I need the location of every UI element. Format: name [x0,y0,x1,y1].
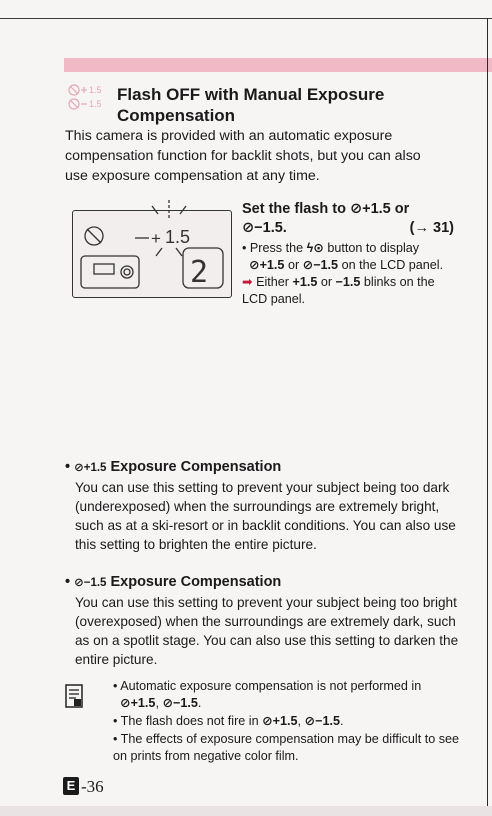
lcd-illustration [72,198,234,302]
page-reference: (→ 31) [409,220,454,236]
result-arrow-icon: ➡ [242,275,253,289]
intro-paragraph: This camera is provided with an automatic exposure compensation function for backlit shots, but you can also use exposure compensation at any time. [65,128,421,184]
note-item: • The effects of exposure compensation may be difficult to see on prints from negative color film. [113,732,460,763]
note-item: • Automatic exposure compensation is not performed in ⊘+1.5, ⊘−1.5. [113,679,422,710]
flash-button-icon: ϟ⊙ [306,241,324,255]
flash-off-compensation-icon [68,84,114,112]
flash-off-icon: ⊘ [249,258,260,272]
flash-off-icon: ⊘ [162,696,173,710]
flash-off-icon: ⊘ [262,714,273,728]
svg-text:1.5: 1.5 [89,85,102,95]
note-item: • The flash does not fire in ⊘+1.5, ⊘−1.5. [113,714,344,728]
section-plus-compensation [65,457,465,554]
notes-list [113,678,463,766]
bottom-band [0,806,492,816]
lcd-value: 1.5 [165,227,191,247]
flash-off-icon: ⊘ [304,714,316,728]
flash-off-icon: ⊘ [302,258,314,272]
flash-off-icon: ⊘ [349,201,363,217]
flash-off-icon: ⊘ [242,220,255,236]
step-result: ➡ Either +1.5 or −1.5 blinks on the LCD panel. [242,275,435,306]
section-minus-compensation [65,572,465,669]
section-color-band [64,58,492,72]
step-heading: Set the flash to ⊘+1.5 or ⊘−1.5. (→ 31) [242,201,454,236]
frame-counter: 2 [190,255,209,290]
step-bullets [242,240,454,308]
title-line-2: Compensation [117,106,236,125]
lcd-plus-sign: + [151,229,161,248]
svg-text:1.5: 1.5 [89,99,102,109]
flash-off-icon: ⊘ [74,577,84,589]
language-badge: E [63,777,79,795]
section-heading: • ⊘+1.5 Exposure Compensation [65,459,282,475]
step-instructions [242,200,454,308]
flash-off-icon: ⊘ [120,696,131,710]
section-text: You can use this setting to prevent your subject being too bright (overexposed) when the surroundings are extremely dark, such as on a spotlit stage. You can also use this setting to darken the entire picture. [75,595,459,667]
top-rule [0,18,492,19]
lcd-drawing [72,198,234,302]
section-heading: • ⊘−1.5 Exposure Compensation [65,574,282,590]
section-text: You can use this setting to prevent your subject being too dark (underexposed) when the surroundings are extremely bright, such as at a ski-resort or in backlit conditions. You can also use this setting to brighten the entire picture. [75,480,456,552]
flash-off-icon: ⊘ [74,462,84,474]
page-title [117,84,457,126]
title-line-1: Flash OFF with Manual Exposure [117,85,385,104]
note-icon [65,684,83,708]
page-edge-line [487,18,488,816]
step-bullet: • Press the ϟ⊙ button to display ⊘+1.5 or ⊘−1.5 on the LCD panel. [242,241,444,272]
page-number: E -36 [63,776,104,798]
